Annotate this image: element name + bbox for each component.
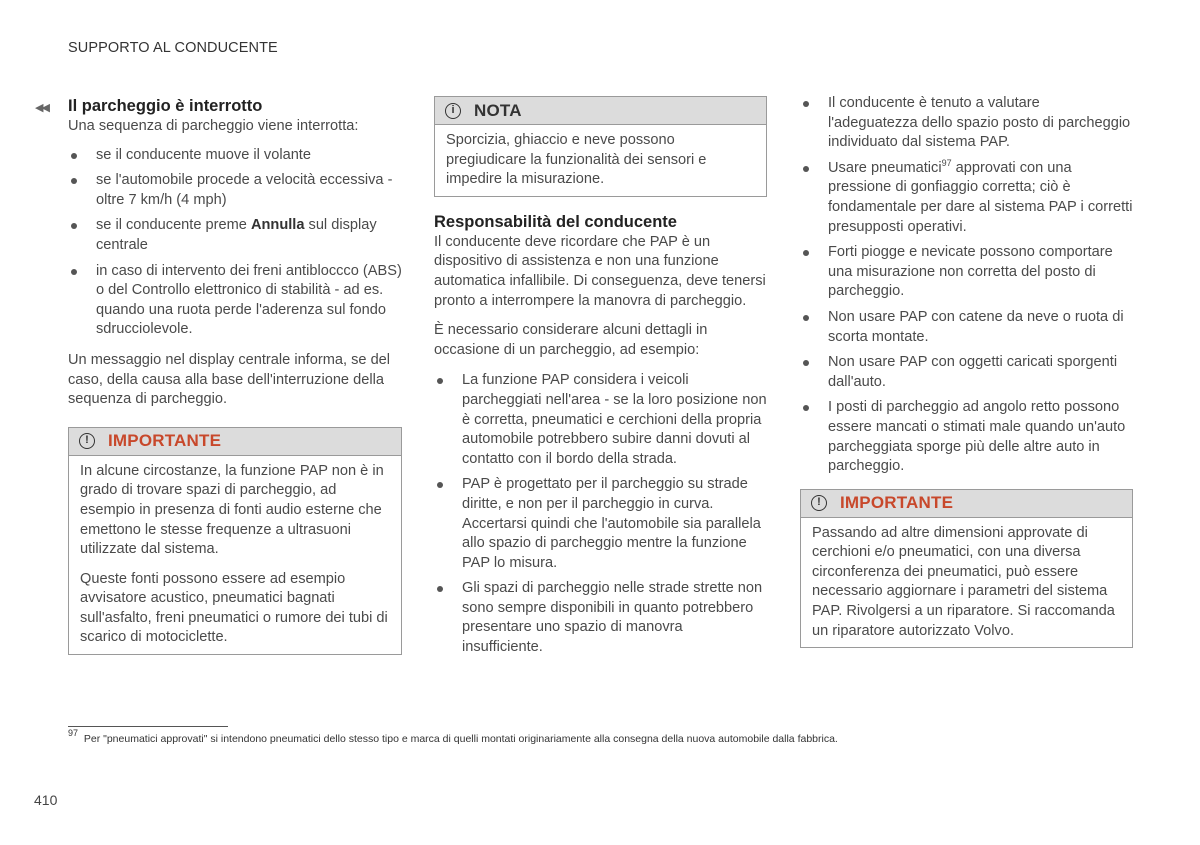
details-paragraph: È necessario considerare alcuni dettagli in occasione di un parcheggio, ad esempio: bbox=[434, 322, 708, 358]
bullet-icon bbox=[803, 405, 809, 411]
list-item: PAP è progettato per il parcheggio su strade diritte, e non per il parcheggio in curva. Accertarsi quindi che l'automobile sia parallela allo spazio di parcheggio mentre la funzione PAP lo misura. bbox=[434, 475, 767, 573]
bullet-icon bbox=[71, 153, 77, 159]
list-item: se il conducente preme Annulla sul display centrale bbox=[68, 216, 402, 255]
details-list bbox=[434, 371, 767, 657]
list-item: La funzione PAP considera i veicoli parcheggiati nell'area - se la loro posizione non è corretta, pneumatici e cerchioni della propria automobile potrebbero subire danni dovuti al contatto con il bordo della strada. bbox=[434, 371, 767, 469]
bullet-icon bbox=[71, 223, 77, 229]
bullet-icon bbox=[71, 178, 77, 184]
list-item: in caso di intervento dei freni antibloccco (ABS) o del Controllo elettronico di stabilità - ad es. quando una ruota perde l'aderenza sul fondo sdrucciolevole. bbox=[68, 262, 402, 340]
footnote-text: Per "pneumatici approvati" si intendono pneumatici dello stesso tipo e marca di quelli montati originariamente alla consegna della nuova automobile dalla fabbrica. bbox=[83, 733, 838, 745]
bullet-icon bbox=[803, 101, 809, 107]
important-header bbox=[801, 490, 1132, 518]
important-box bbox=[800, 489, 1133, 649]
nota-body bbox=[435, 125, 766, 196]
section-title-parking-interrupted: Il parcheggio è interrotto bbox=[68, 97, 263, 115]
important-header bbox=[69, 428, 401, 456]
important-body bbox=[801, 518, 1132, 648]
list-item: Forti piogge e nevicate possono comportare una misurazione non corretta del posto di parcheggio. bbox=[800, 243, 1133, 302]
list-item: I posti di parcheggio ad angolo retto possono essere mancati o stimati male quando un'auto parcheggiata sporge più delle altre auto in parcheggio. bbox=[800, 398, 1133, 476]
bullet-icon bbox=[437, 378, 443, 384]
bullet-icon bbox=[803, 315, 809, 321]
precautions-list bbox=[800, 94, 1133, 477]
important-paragraph: Queste fonti possono essere ad esempio avvisatore acustico, pneumatici bagnati sull'asfalto, freni pneumatici o rumore dei tubi di scarico di motociclette. bbox=[80, 570, 388, 646]
bullet-icon bbox=[803, 166, 809, 172]
list-item: se il conducente muove il volante bbox=[68, 146, 402, 166]
responsibility-paragraph: Il conducente deve ricordare che PAP è un dispositivo di assistenza e non una funzione automatica infallibile. Di conseguenza, deve tenersi pronto a interrompere la manovra di parcheggio. bbox=[434, 233, 766, 309]
list-item: Gli spazi di parcheggio nelle strade strette non sono sempre disponibili in quanto potrebbero presentare uno spazio di manovra insufficiente. bbox=[434, 579, 767, 657]
annulla-label: Annulla bbox=[250, 217, 305, 234]
list-item: Non usare PAP con catene da neve o ruota di scorta montate. bbox=[800, 308, 1133, 347]
important-label: IMPORTANTE bbox=[840, 493, 954, 513]
column-1 bbox=[35, 96, 402, 655]
footnote-number: 97 bbox=[68, 728, 79, 738]
bullet-icon bbox=[437, 586, 443, 592]
interrupt-list bbox=[68, 146, 402, 340]
double-chevron-left-icon[interactable]: ◀◀ bbox=[35, 102, 48, 114]
footnote bbox=[68, 728, 838, 745]
important-box bbox=[68, 427, 402, 655]
list-item: Usare pneumatici$^{97}$ approvati con una pressione di gonfiaggio corretta; ciò è fondamentale per dare al sistema PAP i corretti presupposti operativi. bbox=[800, 159, 1133, 237]
important-label: IMPORTANTE bbox=[108, 431, 222, 451]
page-number: 410 bbox=[34, 792, 58, 808]
outro-text: Un messaggio nel display centrale informa, se del caso, della causa alla base dell'interruzione della sequenza di parcheggio. bbox=[68, 351, 391, 408]
intro-text: Una sequenza di parcheggio viene interrotta: bbox=[68, 118, 359, 134]
list-item: Non usare PAP con oggetti caricati sporgenti dall'auto. bbox=[800, 353, 1133, 392]
important-body bbox=[69, 456, 401, 654]
nota-box bbox=[434, 96, 767, 197]
footnote-ref[interactable]: 97 bbox=[941, 157, 952, 168]
section-title-driver-responsibility: Responsabilità del conducente bbox=[434, 212, 677, 231]
nota-header bbox=[435, 97, 766, 125]
bullet-icon bbox=[803, 250, 809, 256]
column-2 bbox=[434, 96, 767, 669]
nota-label: NOTA bbox=[474, 100, 522, 120]
important-paragraph: Passando ad altre dimensioni approvate di cerchioni e/o pneumatici, con una diversa circonferenza dei pneumatici, può essere necessario aggiornare i parametri del sistema PAP. Rivolgersi a un riparatore. Si raccomanda un riparatore autorizzato Volvo. bbox=[812, 524, 1115, 639]
exclamation-icon: ! bbox=[811, 495, 827, 511]
important-paragraph: In alcune circostanze, la funzione PAP non è in grado di trovare spazi di parcheggio, ad esempio in presenza di fonti audio esterne che emettono le stesse frequenze a ultrasuoni utilizzate dal sistema. bbox=[80, 462, 384, 558]
column-3 bbox=[800, 94, 1133, 648]
bullet-icon bbox=[71, 269, 77, 275]
bullet-icon bbox=[803, 360, 809, 366]
bullet-icon bbox=[437, 482, 443, 488]
nota-paragraph: Sporcizia, ghiaccio e neve possono pregiudicare la funzionalità dei sensori e impedire la misurazione. bbox=[446, 132, 707, 188]
footnote-divider bbox=[68, 726, 228, 727]
list-item: se l'automobile procede a velocità eccessiva - oltre 7 km/h (4 mph) bbox=[68, 171, 402, 210]
exclamation-icon: ! bbox=[79, 433, 95, 449]
section-header: SUPPORTO AL CONDUCENTE bbox=[68, 40, 278, 56]
info-icon: i bbox=[445, 103, 461, 119]
list-item: Il conducente è tenuto a valutare l'adeguatezza dello spazio posto di parcheggio individuato dal sistema PAP. bbox=[800, 94, 1133, 153]
